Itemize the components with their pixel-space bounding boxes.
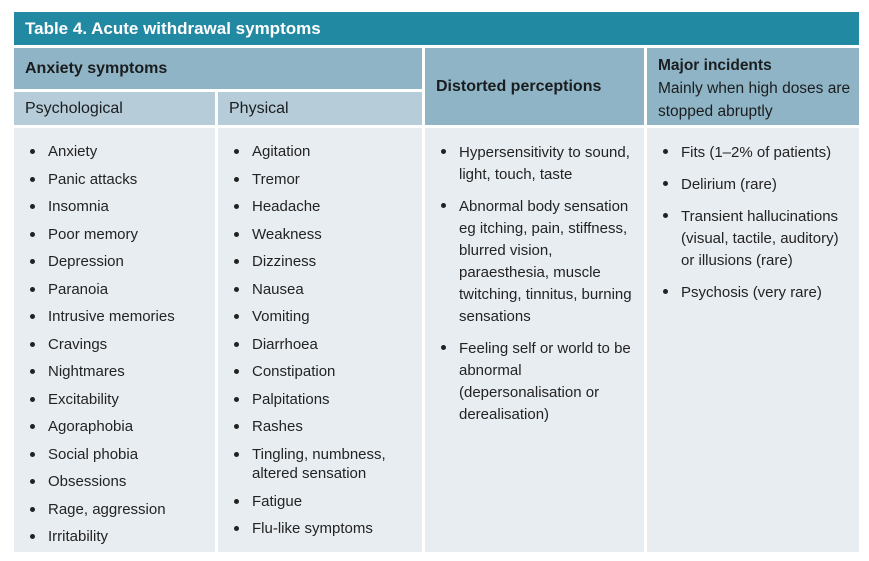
list-item: Headache <box>218 197 422 217</box>
major-incidents-subtitle: Mainly when high doses are stopped abruptly <box>658 80 851 120</box>
list-item: Psychosis (very rare) <box>647 282 859 304</box>
major-incidents-list <box>647 142 859 304</box>
list-item: Cravings <box>14 335 215 355</box>
list-item: Hypersensitivity to sound, light, touch, taste <box>425 142 644 186</box>
table-title-bar: Table 4. Acute withdrawal symptoms <box>14 12 859 45</box>
list-item: Rage, aggression <box>14 500 215 520</box>
psychological-symptom-list <box>14 142 215 547</box>
list-item: Flu-like symptoms <box>218 519 422 539</box>
list-item: Palpitations <box>218 390 422 410</box>
list-item: Anxiety <box>14 142 215 162</box>
list-item: Agitation <box>218 142 422 162</box>
column-physical <box>218 128 422 552</box>
column-psychological <box>14 128 215 552</box>
list-item: Dizziness <box>218 252 422 272</box>
table-header <box>14 48 859 125</box>
symptoms-table <box>14 12 859 552</box>
list-item: Diarrhoea <box>218 335 422 355</box>
list-item: Fits (1–2% of patients) <box>647 142 859 164</box>
list-item: Vomiting <box>218 307 422 327</box>
list-item: Intrusive memories <box>14 307 215 327</box>
list-item: Fatigue <box>218 492 422 512</box>
list-item: Agoraphobia <box>14 417 215 437</box>
column-major-incidents <box>647 128 859 552</box>
header-distorted-perceptions: Distorted perceptions <box>425 48 644 125</box>
subheader-physical: Physical <box>218 92 422 125</box>
physical-symptom-list <box>218 142 422 539</box>
list-item: Excitability <box>14 390 215 410</box>
list-item: Nightmares <box>14 362 215 382</box>
header-anxiety-symptoms: Anxiety symptoms <box>14 48 422 89</box>
major-incidents-title: Major incidents <box>658 57 772 74</box>
list-item: Paranoia <box>14 280 215 300</box>
list-item: Depression <box>14 252 215 272</box>
header-major-incidents <box>647 48 859 125</box>
list-item: Constipation <box>218 362 422 382</box>
list-item: Insomnia <box>14 197 215 217</box>
column-distorted-perceptions <box>425 128 644 552</box>
list-item: Weakness <box>218 225 422 245</box>
list-item: Panic attacks <box>14 170 215 190</box>
list-item: Feeling self or world to be abnormal (depersonalisation or derealisation) <box>425 338 644 426</box>
list-item: Poor memory <box>14 225 215 245</box>
list-item: Delirium (rare) <box>647 174 859 196</box>
list-item: Abnormal body sensation eg itching, pain, stiffness, blurred vision, paraesthesia, muscle twitching, tinnitus, burning sensations <box>425 196 644 328</box>
list-item: Tingling, numbness, altered sensation <box>218 445 422 484</box>
list-item: Irritability <box>14 527 215 547</box>
list-item: Nausea <box>218 280 422 300</box>
table-body <box>14 128 859 552</box>
subheader-psychological: Psychological <box>14 92 215 125</box>
list-item: Transient hallucinations (visual, tactile, auditory) or illusions (rare) <box>647 206 859 272</box>
list-item: Obsessions <box>14 472 215 492</box>
list-item: Tremor <box>218 170 422 190</box>
list-item: Rashes <box>218 417 422 437</box>
distorted-perceptions-list <box>425 142 644 426</box>
list-item: Social phobia <box>14 445 215 465</box>
